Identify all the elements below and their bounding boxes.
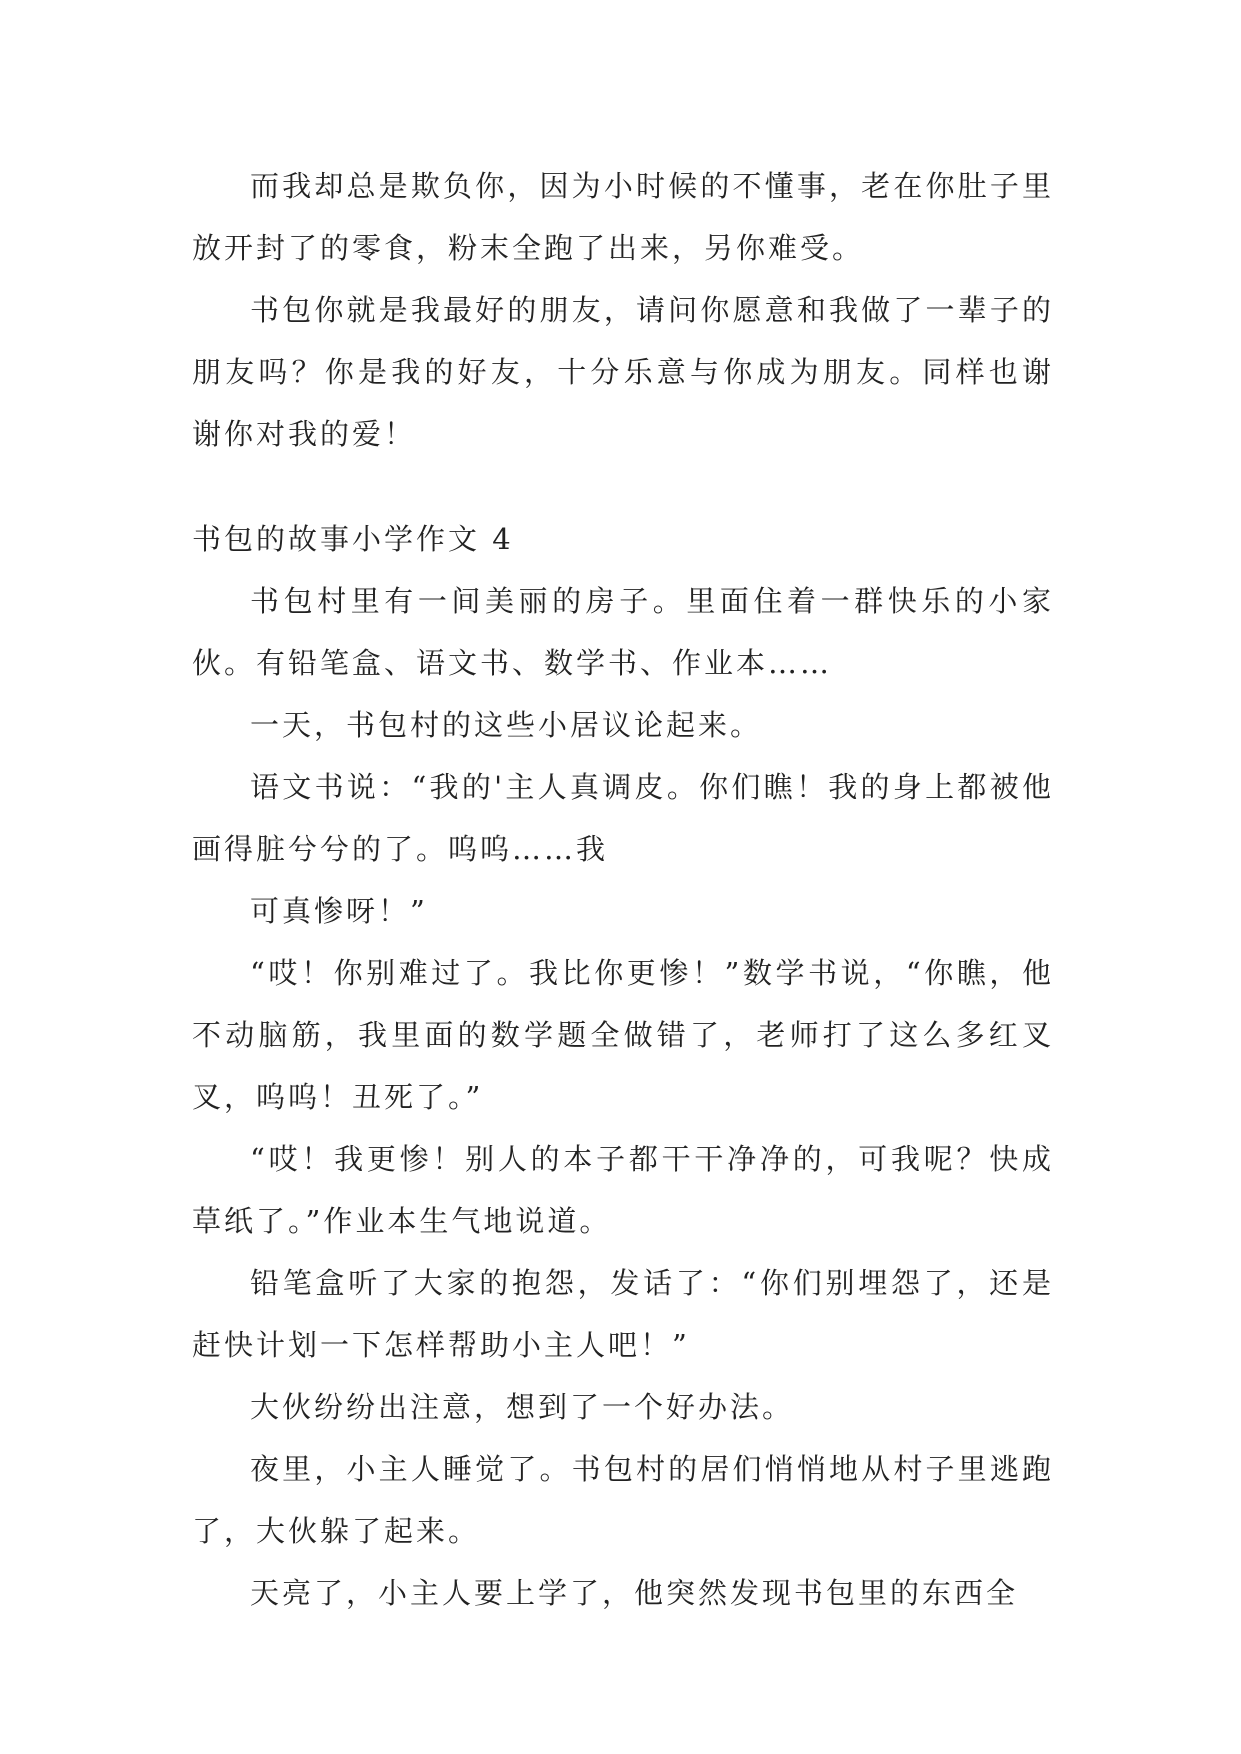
paragraph: 大伙纷纷出注意，想到了一个好办法。 [250,1390,795,1424]
paragraph: “哎！我更惨！别人的本子都干干净净的，可我呢？快成草纸了。”作业本生气地说道。 [192,1142,1054,1238]
paragraph: 可真惨呀！” [250,894,428,928]
story-continuation [192,155,1054,465]
essay-4 [192,508,1054,1624]
paragraph: 书包村里有一间美丽的房子。里面住着一群快乐的小家伙。有铅笔盒、语文书、数学书、作业本…… [192,584,1054,680]
paragraph: 语文书说：“我的'主人真调皮。你们瞧！我的身上都被他画得脏兮兮的了。呜呜……我 [192,770,1054,866]
essay-heading: 书包的故事小学作文 4 [192,522,514,556]
paragraph: 铅笔盒听了大家的抱怨，发话了：“你们别埋怨了，还是赶快计划一下怎样帮助小主人吧！” [192,1266,1054,1362]
paragraph: 而我却总是欺负你，因为小时候的不懂事，老在你肚子里放开封了的零食，粉末全跑了出来，另你难受。 [192,169,1054,265]
paragraph: 一天，书包村的这些小居议论起来。 [250,708,763,742]
paragraph: 天亮了，小主人要上学了，他突然发现书包里的东西全 [250,1576,1019,1610]
paragraph: “哎！你别难过了。我比你更惨！”数学书说，“你瞧，他不动脑筋，我里面的数学题全做错了，老师打了这么多红叉叉，呜呜！丑死了。” [192,956,1054,1114]
paragraph: 夜里，小主人睡觉了。书包村的居们悄悄地从村子里逃跑了，大伙躲了起来。 [192,1452,1054,1548]
paragraph: 书包你就是我最好的朋友，请问你愿意和我做了一辈子的朋友吗？你是我的好友，十分乐意与你成为朋友。同样也谢谢你对我的爱！ [192,293,1054,451]
